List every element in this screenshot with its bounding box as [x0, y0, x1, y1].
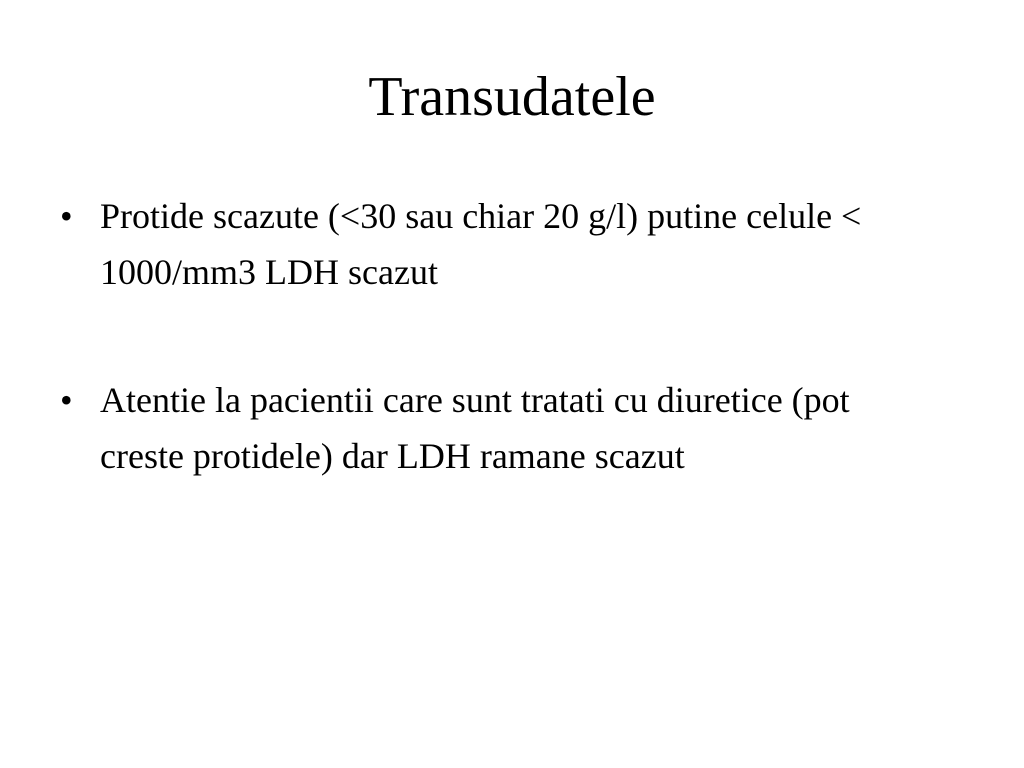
- bullet-text: Protide scazute (<30 sau chiar 20 g/l) putine celule < 1000/mm3 LDH scazut: [100, 196, 862, 292]
- bullet-item: [58, 188, 938, 300]
- bullet-dot-icon: •: [60, 196, 73, 236]
- bullet-item: [58, 372, 938, 484]
- bullet-dot-icon: •: [60, 380, 73, 420]
- bullet-text: Atentie la pacientii care sunt tratati cu diuretice (pot creste protidele) dar LDH ramane scazut: [100, 380, 850, 476]
- bullet-list: [58, 188, 938, 556]
- slide-title: Transudatele: [368, 66, 656, 128]
